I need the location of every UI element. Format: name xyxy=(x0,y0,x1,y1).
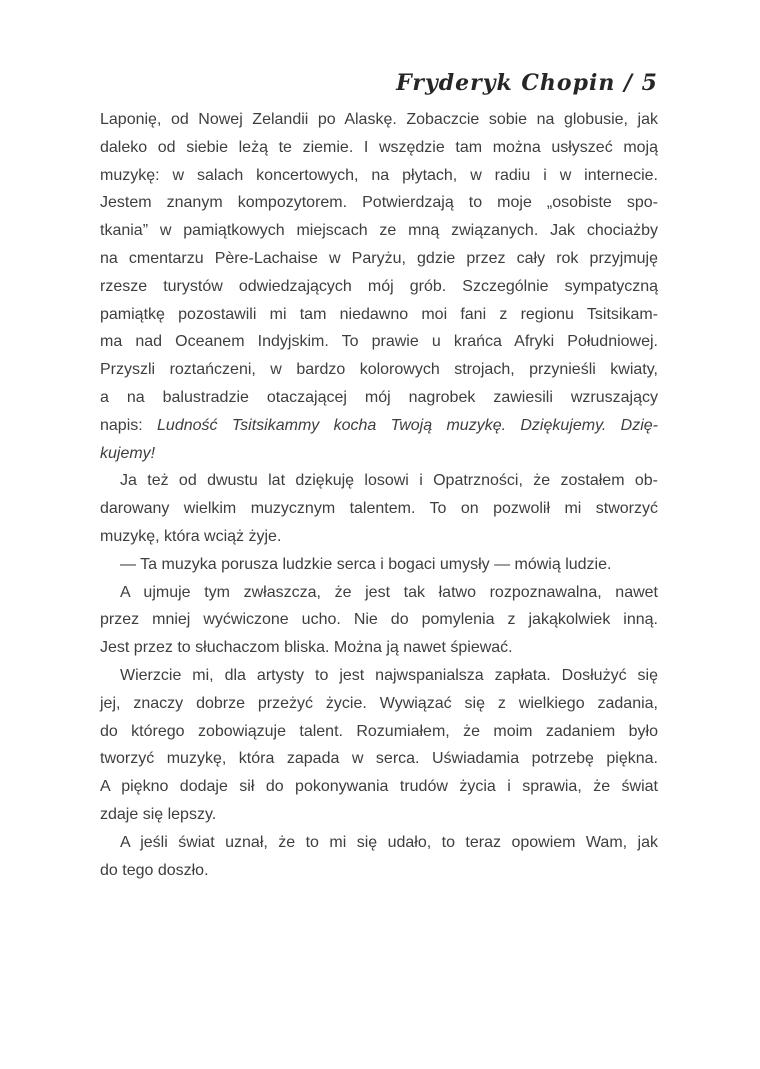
text-run: rzesze turystów odwiedzających mój grób. Szczególnie sympatyczną xyxy=(100,277,658,295)
text-run: Ja też od dwustu lat dziękuję losowi i Opatrzności, że zostałem ob- xyxy=(120,472,658,490)
text-run: napis: xyxy=(100,416,158,434)
text-line xyxy=(100,440,658,468)
text-run: do którego zobowiązuje talent. Rozumiałem, że moim zadaniem było xyxy=(100,722,658,740)
text-line xyxy=(100,217,658,245)
text-line xyxy=(100,551,658,579)
text-run: do tego doszło. xyxy=(100,861,209,879)
text-run: Jest przez to słuchaczom bliska. Można ją nawet śpiewać. xyxy=(100,639,513,657)
text-line xyxy=(100,718,658,746)
text-line xyxy=(100,134,658,162)
text-line xyxy=(100,273,658,301)
text-run: Jestem znanym kompozytorem. Potwierdzają to moje „osobiste spo- xyxy=(100,194,658,212)
text-run: Przyszli roztańczeni, w bardzo kolorowych strojach, przynieśli kwiaty, xyxy=(100,361,658,379)
text-run: zdaje się lepszy. xyxy=(100,805,217,823)
text-line xyxy=(100,579,658,607)
text-run: darowany wielkim muzycznym talentem. To on pozwolił mi stworzyć xyxy=(100,500,658,518)
text-line xyxy=(100,162,658,190)
text-run: tworzyć muzykę, która zapada w serca. Uświadamia potrzebę piękna. xyxy=(100,750,658,768)
text-run: pamiątkę pozostawili mi tam niedawno moi fani z regionu Tsitsikam- xyxy=(100,305,658,323)
text-run: A jeśli świat uznał, że to mi się udało, to teraz opowiem Wam, jak xyxy=(120,833,658,851)
text-run: ma nad Oceanem Indyjskim. To prawie u krańca Afryki Południowej. xyxy=(100,333,658,351)
text-line xyxy=(100,606,658,634)
text-line xyxy=(100,467,658,495)
text-line xyxy=(100,801,658,829)
text-line xyxy=(100,829,658,857)
text-line xyxy=(100,356,658,384)
page-header-title: Fryderyk Chopin / 5 xyxy=(396,70,658,96)
text-line xyxy=(100,328,658,356)
text-run: — Ta muzyka porusza ludzkie serca i bogaci umysły — mówią ludzie. xyxy=(120,555,612,573)
text-line xyxy=(100,495,658,523)
text-line xyxy=(100,523,658,551)
text-line xyxy=(100,773,658,801)
italic-text-run: kujemy! xyxy=(100,444,156,462)
text-run: A ujmuje tym zwłaszcza, że jest tak łatwo rozpoznawalna, nawet xyxy=(120,583,658,601)
text-run: na cmentarzu Père-Lachaise w Paryżu, gdzie przez cały rok przyjmuję xyxy=(100,249,658,267)
text-line xyxy=(100,301,658,329)
text-run: a na balustradzie otaczającej mój nagrobek zawiesili wzruszający xyxy=(100,388,658,406)
text-line xyxy=(100,412,658,440)
text-line xyxy=(100,384,658,412)
text-run: przez mniej wyćwiczone ucho. Nie do pomylenia z jakąkolwiek inną. xyxy=(100,611,658,629)
page-body xyxy=(100,106,658,884)
text-run: daleko od siebie leżą te ziemie. I wszędzie tam można usłyszeć moją xyxy=(100,138,658,156)
text-line xyxy=(100,690,658,718)
text-run: tkania” w pamiątkowych miejscach ze mną związanych. Jak chociażby xyxy=(100,222,658,240)
text-run: muzykę: w salach koncertowych, na płytach, w radiu i w internecie. xyxy=(100,166,658,184)
text-run: Laponię, od Nowej Zelandii po Alaskę. Zobaczcie sobie na globusie, jak xyxy=(100,111,658,128)
text-run: jej, znaczy dobrze przeżyć życie. Wywiązać się z wielkiego zadania, xyxy=(100,694,658,712)
text-line xyxy=(100,189,658,217)
text-line xyxy=(100,662,658,690)
text-line xyxy=(100,245,658,273)
text-line xyxy=(100,106,658,134)
text-run: A piękno dodaje sił do pokonywania trudów życia i sprawia, że świat xyxy=(100,778,658,796)
text-line xyxy=(100,745,658,773)
text-run: muzykę, która wciąż żyje. xyxy=(100,527,282,545)
text-run: Wierzcie mi, dla artysty to jest najwspanialsza zapłata. Dosłużyć się xyxy=(120,666,658,684)
text-line xyxy=(100,634,658,662)
page-header xyxy=(100,70,658,96)
italic-text-run: Ludność Tsitsikammy kocha Twoją muzykę. Dziękujemy. Dzię- xyxy=(157,416,658,434)
text-line xyxy=(100,857,658,885)
